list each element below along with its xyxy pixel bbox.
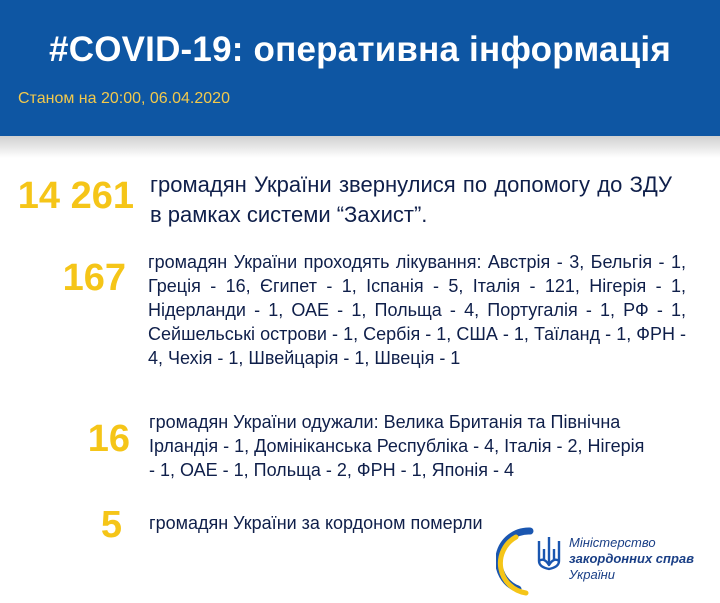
timestamp-subtitle: Станом на 20:00, 06.04.2020 (18, 90, 230, 107)
trident-icon (536, 535, 562, 575)
stat-number-deaths: 5 (100, 504, 122, 546)
stat-text-recovered: громадян України одужали: Велика Британія та Північна Ірландія - 1, Домініканська Республіка - 4, Італія - 2, Нігерія - 1, ОАЕ - 1, Польща - 2, ФРН - 1, Японія - 4 (149, 412, 645, 480)
stat-text-treatment: громадян України проходять лікування: Австрія - 3, Бельгія - 1, Греція - 16, Єгипет - 1, Іспанія - 5, Італія - 121, Нігерія - 1, Нідерланди - 1, ОАЕ - 1, Польща - 4, Португалія - 1, РФ - 1, Сейшельські острови - 1, Сербія - 1, США - 1, Таїланд - 1, ФРН - 4, Чехія - 1, Швейцарія - 1, Швеція - 1 (148, 252, 686, 368)
stat-number-treatment: 167 (62, 257, 126, 299)
ministry-name (569, 535, 694, 583)
stat-text-deaths: громадян України за кордоном померли (149, 513, 483, 533)
ministry-line-1: Міністерство (569, 535, 656, 550)
header-shadow (0, 136, 720, 158)
ministry-line-2: закордонних справ (569, 551, 694, 566)
ministry-logo (496, 527, 716, 597)
ministry-line-3: України (569, 567, 616, 582)
stat-number-requests: 14 261 (17, 175, 134, 217)
stat-number-recovered: 16 (87, 418, 130, 460)
header-banner (0, 0, 720, 136)
stat-text-requests: громадян України звернулися по допомогу до ЗДУ в рамках системи “Захист”. (150, 172, 672, 227)
page-title: #COVID-19: оперативна інформація (49, 30, 671, 69)
